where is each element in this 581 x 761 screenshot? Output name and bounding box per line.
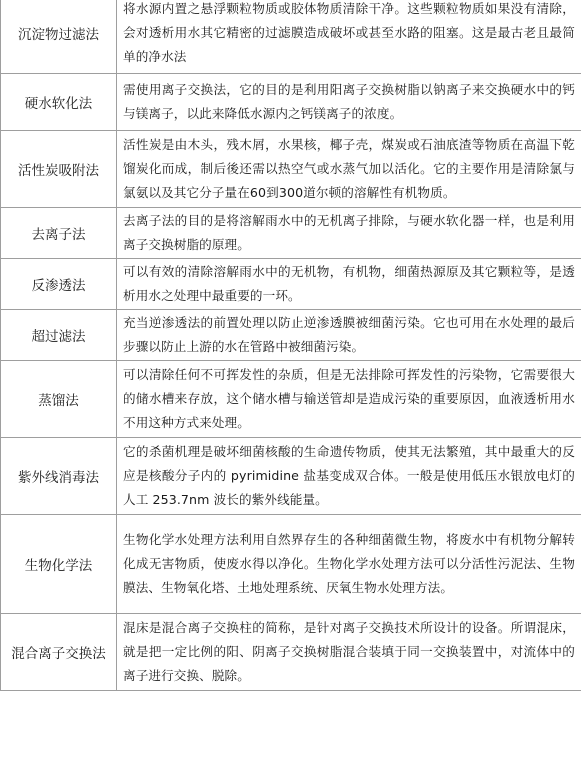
method-description: 可以有效的清除溶解雨水中的无机物，有机物，细菌热源原及其它颗粒等，是透析用水之处理中最重要的一环。: [117, 259, 581, 310]
method-description: 可以清除任何不可挥发性的杂质，但是无法排除可挥发性的污染物，它需要很大的储水槽来存放，这个储水槽与输送管却是造成污染的重要原因，血液透析用水不用这种方式来处理。: [117, 361, 581, 438]
table-row: [1, 438, 581, 515]
table-row: [1, 515, 581, 614]
method-description: 需使用离子交换法，它的目的是利用阳离子交换树脂以钠离子来交换硬水中的钙与镁离子，以此来降低水源内之钙镁离子的浓度。: [117, 74, 581, 131]
method-description: 将水源内置之悬浮颗粒物质或胶体物质清除干净。这些颗粒物质如果没有清除，会对透析用水其它精密的过滤膜造成破坏或甚至水路的阻塞。这是最古老且最简单的净水法: [117, 0, 581, 74]
method-description: 生物化学水处理方法利用自然界存生的各种细菌微生物，将废水中有机物分解转化成无害物质，使废水得以净化。生物化学水处理方法可以分活性污泥法、生物膜法、生物氧化塔、土地处理系统、厌氧生物水处理方法。: [117, 515, 581, 614]
method-name: 蒸馏法: [1, 361, 117, 438]
table-row: [1, 259, 581, 310]
table-row: [1, 361, 581, 438]
method-description: 活性炭是由木头，残木屑，水果核，椰子壳，煤炭或石油底渣等物质在高温下乾馏炭化而成，制后後还需以热空气或水蒸气加以活化。它的主要作用是清除氯与氯氨以及其它分子量在60到300道尔顿的溶解性有机物质。: [117, 131, 581, 208]
method-description: 它的杀菌机理是破坏细菌核酸的生命遗传物质，使其无法繁殖，其中最重大的反应是核酸分子内的 pyrimidine 盐基变成双合体。一般是使用低压水银放电灯的人工 253.7nm 波长的紫外线能量。: [117, 438, 581, 515]
method-description: 充当逆渗透法的前置处理以防止逆渗透膜被细菌污染。它也可用在水处理的最后步骤以防止上游的水在管路中被细菌污染。: [117, 310, 581, 361]
table-row: [1, 74, 581, 131]
method-description: 混床是混合离子交换柱的简称，是针对离子交换技术所设计的设备。所谓混床，就是把一定比例的阳、阴离子交换树脂混合装填于同一交换装置中，对流体中的离子进行交换、脱除。: [117, 614, 581, 691]
method-name: 生物化学法: [1, 515, 117, 614]
method-description: 去离子法的目的是将溶解雨水中的无机离子排除，与硬水软化器一样，也是利用离子交换树脂的原理。: [117, 208, 581, 259]
table-row: [1, 208, 581, 259]
method-name: 反渗透法: [1, 259, 117, 310]
method-name: 活性炭吸附法: [1, 131, 117, 208]
method-name: 硬水软化法: [1, 74, 117, 131]
method-name: 超过滤法: [1, 310, 117, 361]
method-name: 混合离子交换法: [1, 614, 117, 691]
method-name: 紫外线消毒法: [1, 438, 117, 515]
method-name: 去离子法: [1, 208, 117, 259]
table-row: [1, 614, 581, 691]
table-row: [1, 0, 581, 74]
table-row: [1, 310, 581, 361]
table-row: [1, 131, 581, 208]
method-name: 沉淀物过滤法: [1, 0, 117, 74]
